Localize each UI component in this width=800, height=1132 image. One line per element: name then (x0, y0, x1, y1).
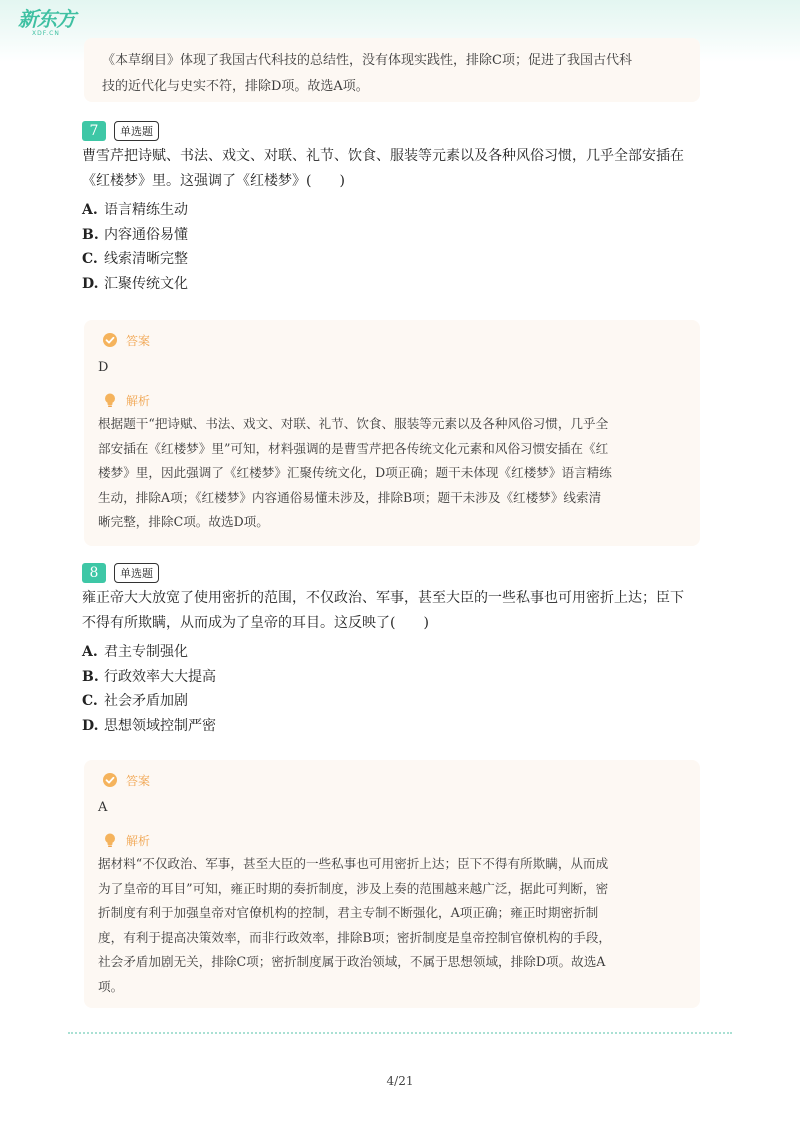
answer-header (84, 770, 700, 790)
analysis-text (84, 412, 700, 535)
question-stem (82, 586, 712, 636)
answer-card-7 (84, 320, 700, 546)
analysis-line: 折制度有利于加强皇帝对官僚机构的控制，君主专制不断强化，A项正确；雍正时期密折制 (98, 905, 599, 920)
logo (18, 8, 80, 44)
option-letter: A. (82, 644, 98, 660)
option-letter: D. (82, 275, 99, 292)
option-letter: C. (82, 251, 98, 267)
question-type-badge: 单选题 (114, 121, 159, 141)
answer-value: D (98, 360, 109, 375)
option-text: 线索清晰完整 (104, 251, 188, 267)
answer-value: A (98, 800, 108, 815)
option-list (82, 198, 712, 296)
option-letter: A. (82, 202, 98, 218)
option-d (82, 714, 712, 739)
option-a (82, 198, 712, 223)
analysis-line: 楼梦》里，因此强调了《红楼梦》汇聚传统文化，D项正确；题干未体现《红楼梦》语言精练 (98, 465, 612, 480)
option-a (82, 640, 712, 665)
option-text: 君主专制强化 (104, 644, 188, 660)
option-text: 汇聚传统文化 (104, 275, 188, 292)
question-stem-line: 雍正帝大大放宽了使用密折的范围，不仅政治、军事，甚至大臣的一些私事也可用密折上达；臣下 (82, 590, 684, 606)
check-badge-icon (102, 772, 118, 788)
analysis-line: 度，有利于提高决策效率，而非行政效率，排除B项；密折制度是皇帝控制官僚机构的手段， (98, 929, 612, 945)
previous-analysis-box (84, 38, 700, 102)
question-stem (82, 144, 712, 194)
option-text: 思想领域控制严密 (104, 717, 216, 734)
answer-label: 答案 (126, 773, 151, 788)
analysis-line: 《本草纲目》体现了我国古代科技的总结性，没有体现实践性，排除C项；促进了我国古代科 (102, 53, 632, 68)
option-letter: B. (82, 668, 99, 685)
option-b (82, 223, 712, 248)
option-b (82, 665, 712, 690)
question-number: 8 (82, 563, 106, 583)
analysis-label: 解析 (126, 833, 151, 848)
question-stem-line: 《红楼梦》里。这强调了《红楼梦》( ) (82, 173, 345, 189)
lightbulb-icon (102, 832, 118, 848)
question-header (82, 120, 712, 142)
question-7 (82, 120, 712, 296)
lightbulb-icon (102, 392, 118, 408)
option-text: 内容通俗易懂 (104, 226, 188, 243)
question-type-badge: 单选题 (114, 563, 159, 583)
analysis-line: 生动，排除A项；《红楼梦》内容通俗易懂未涉及，排除B项；题干未涉及《红楼梦》线索清 (98, 489, 602, 505)
analysis-line: 项。 (98, 978, 124, 994)
option-c (82, 689, 712, 714)
analysis-line: 技的近代化与史实不符，排除D项。故选A项。 (102, 79, 369, 94)
footer-divider (68, 1032, 732, 1034)
analysis-line: 社会矛盾加剧无关，排除C项；密折制度属于政治领域，不属于思想领域，排除D项。故选A (98, 954, 606, 969)
question-header (82, 562, 712, 584)
analysis-line: 部安插在《红楼梦》里”可知，材料强调的是曹雪芹把各传统文化元素和风俗习惯安插在《红 (98, 440, 609, 456)
analysis-line: 为了皇帝的耳目”可知，雍正时期的奏折制度，涉及上奏的范围越来越广泛，据此可判断，密 (98, 880, 609, 896)
answer-header (84, 330, 700, 350)
page-number: 4/21 (386, 1074, 414, 1088)
option-d (82, 272, 712, 297)
analysis-header (84, 830, 700, 850)
analysis-line: 据材料“不仅政治、军事，甚至大臣的一些私事也可用密折上达；臣下不得有所欺瞒，从而成 (98, 856, 609, 871)
option-list (82, 640, 712, 738)
question-stem-line: 曹雪芹把诗赋、书法、戏文、对联、礼节、饮食、服装等元素以及各种风俗习惯，几乎全部安插在 (82, 148, 684, 164)
question-number: 7 (82, 121, 106, 141)
option-letter: D. (82, 717, 99, 734)
analysis-label: 解析 (126, 393, 151, 408)
analysis-text (84, 852, 700, 999)
analysis-line: 晰完整，排除C项。故选D项。 (98, 514, 269, 529)
option-c (82, 247, 712, 272)
option-letter: B. (82, 226, 99, 243)
question-stem-line: 不得有所欺瞒，从而成为了皇帝的耳目。这反映了( ) (82, 615, 429, 631)
option-text: 社会矛盾加剧 (104, 693, 188, 709)
answer-card-8 (84, 760, 700, 1008)
option-letter: C. (82, 693, 98, 709)
logo-subtext: XDF.CN (32, 30, 60, 37)
option-text: 行政效率大大提高 (104, 668, 216, 685)
answer-label: 答案 (126, 333, 151, 348)
check-badge-icon (102, 332, 118, 348)
analysis-line: 根据题干“把诗赋、书法、戏文、对联、礼节、饮食、服装等元素以及各种风俗习惯，几乎全 (98, 416, 609, 431)
question-8 (82, 562, 712, 738)
option-text: 语言精练生动 (104, 202, 188, 218)
analysis-header (84, 390, 700, 410)
logo-text: 新东方 (18, 7, 75, 31)
